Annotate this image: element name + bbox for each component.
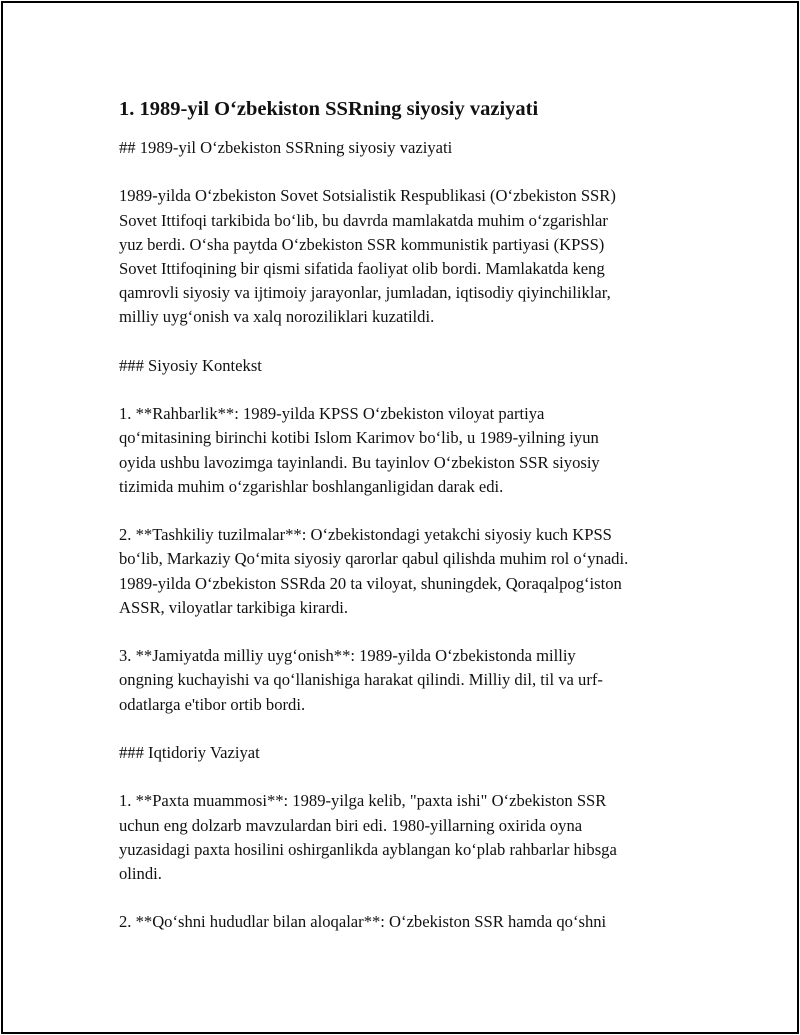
- section-heading-economic-situation: ### Iqtidoriy Vaziyat: [119, 742, 260, 762]
- list-item-leadership: 1. **Rahbarlik**: 1989-yilda KPSS O‘zbekiston viloyat partiya qo‘mitasining birinchi kotibi Islom Karimov bo‘lib, u 1989-yilning iyun oyida ushbu lavozimga tayinlandi. Bu tayinlov O‘zbekiston SSR siyosiy tizimida muhim o‘zgarishlar boshlanganligidan darak edi.: [119, 404, 600, 496]
- section-heading-political-context: ### Siyosiy Kontekst: [119, 355, 262, 375]
- list-item-organizational-structures: 2. **Tashkiliy tuzilmalar**: O‘zbekistondagi yetakchi siyosiy kuch KPSS bo‘lib, Markaziy Qo‘mita siyosiy qarorlar qabul qilishda muhim rol o‘ynadi. 1989-yilda O‘zbekiston SSRda 20 ta viloyat, shuningdek, Qoraqalpog‘iston ASSR, viloyatlar tarkibiga kirardi.: [119, 525, 629, 617]
- document-body: [119, 96, 679, 935]
- subheading-markdown: ## 1989-yil O‘zbekiston SSRning siyosiy vaziyati: [119, 138, 453, 157]
- list-item-national-awakening: 3. **Jamiyatda milliy uyg‘onish**: 1989-yilda O‘zbekistonda milliy ongning kuchayishi va qo‘llanishiga harakat qilindi. Milliy dil, til va urf- odatlarga e'tibor ortib bordi.: [119, 646, 603, 714]
- intro-paragraph: 1989-yilda O‘zbekiston Sovet Sotsialistik Respublikasi (O‘zbekiston SSR) Sovet Ittifoqi tarkibida bo‘lib, bu davrda mamlakatda muhim o‘zgarishlar yuz berdi. O‘sha paytda O‘zbekiston SSR kommunistik partiyasi (KPSS) Sovet Ittifoqining bir qismi sifatida faoliyat olib bordi. Mamlakatda keng qamrovli siyosiy va ijtimoiy jarayonlar, jumladan, iqtisodiy qiyinchiliklar, milliy uyg‘onish va xalq noroziliklari kuzatildi.: [119, 186, 616, 327]
- list-item-neighbor-relations: 2. **Qo‘shni hududlar bilan aloqalar**: O‘zbekiston SSR hamda qo‘shni: [119, 912, 607, 932]
- document-title: 1. 1989-yil O‘zbekiston SSRning siyosiy vaziyati: [119, 98, 539, 120]
- document-page: [1, 1, 799, 1034]
- list-item-cotton-problem: 1. **Paxta muammosi**: 1989-yilga kelib, "paxta ishi" O‘zbekiston SSR uchun eng dolzarb mavzulardan biri edi. 1980-yillarning oxirida oyna yuzasidagi paxta hosilini oshirganlikda ayblangan ko‘plab rahbarlar hibsga olindi.: [119, 791, 617, 883]
